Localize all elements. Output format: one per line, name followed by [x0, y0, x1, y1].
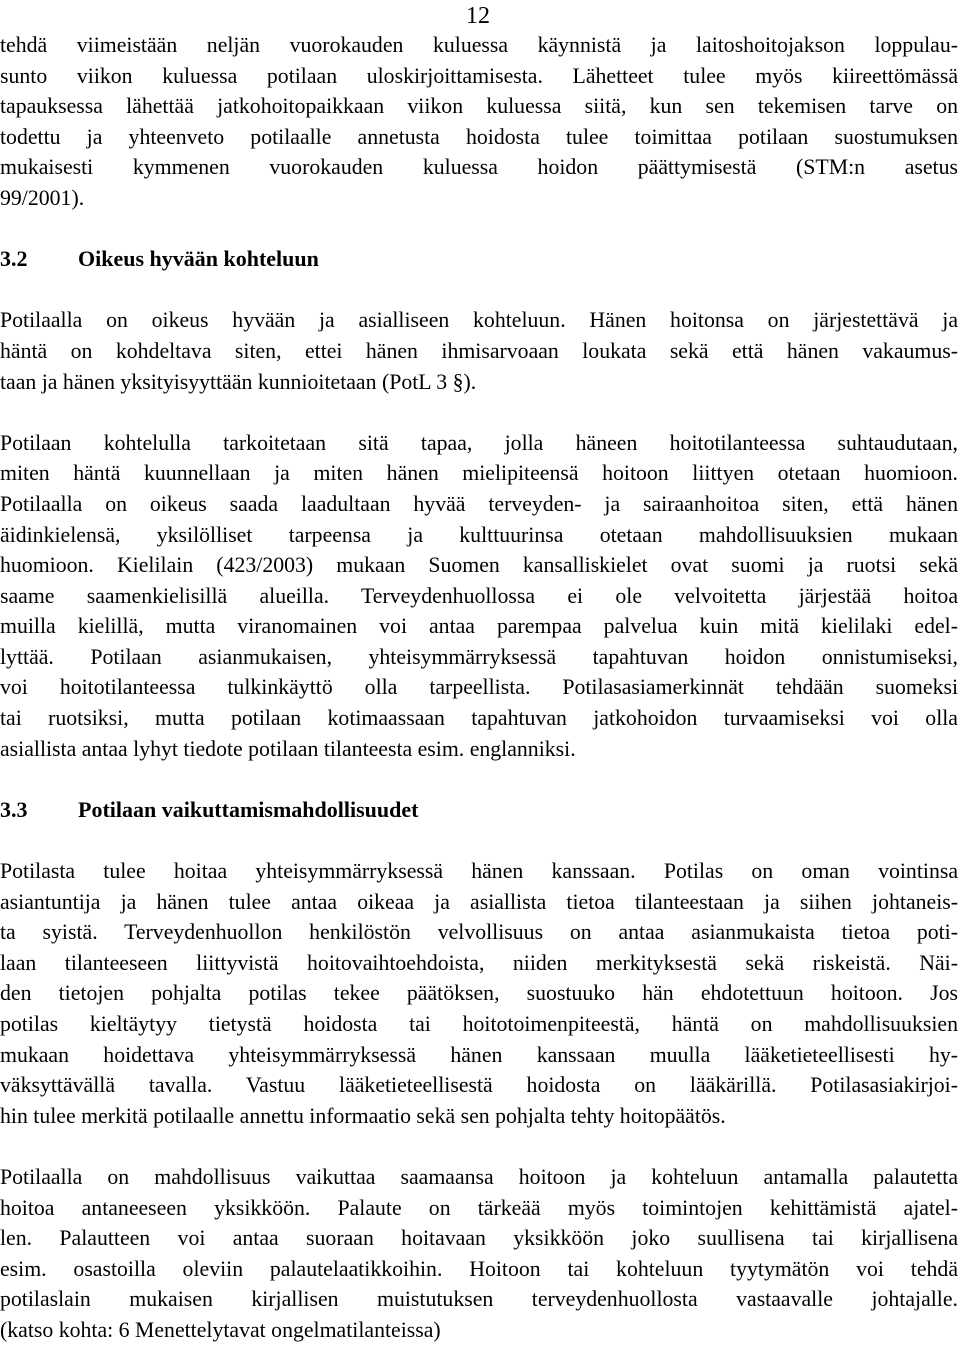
section-number: 3.2 [0, 246, 28, 272]
page-content [0, 30, 958, 1346]
text-line: tai ruotsiksi, mutta potilaan kotimaassaan tapahtuvan jatkohoidon turvaamiseksi voi olla [0, 706, 958, 731]
text-line: Potilaalla on oikeus hyvään ja asialliseen kohteluun. Hänen hoitonsa on järjestettävä ja [0, 308, 958, 333]
text-line: lyttää. Potilaan asianmukaisen, yhteisymmärryksessä tapahtuvan hoidon onnistumiseksi, [0, 644, 958, 669]
text-line: Potilaan kohtelulla tarkoitetaan sitä tapaa, jolla häneen hoitotilanteessa suhtaudutaan, [0, 430, 958, 455]
text-line: tehdä viimeistään neljän vuorokauden kuluessa käynnistä ja laitoshoitojakson loppulau- [0, 33, 958, 57]
text-line: asiantuntija ja hänen tulee antaa oikeaa ja asiallista tietoa tilanteestaan ja siihen johtaneis- [0, 889, 958, 914]
text-line: Potilaalla on oikeus saada laadultaan hyvää terveyden- ja sairaanhoitoa siten, että hänen [0, 491, 958, 516]
text-line: hoitoa antaneeseen yksikköön. Palaute on tärkeää myös toimintojen kehittämistä ajatel- [0, 1195, 958, 1220]
paragraph-treatment-language [0, 428, 958, 765]
text-line: den tietojen pohjalta potilas tekee päätöksen, suostuuko hän ehdotettuun hoitoon. Jos [0, 981, 958, 1006]
spacer [0, 275, 958, 306]
text-line: äidinkielensä, yksilölliset tarpeensa ja kulttuurinsa otetaan mahdollisuuksien mukaan [0, 522, 958, 547]
spacer [0, 214, 958, 245]
text-line: häntä on kohdeltava siten, ettei hänen ihmisarvoaan loukata sekä että hänen vakaumus- [0, 338, 958, 363]
text-line: potilaslain mukaisen kirjallisen muistutuksen terveydenhuollosta vastaavalle johtajalle. [0, 1287, 958, 1312]
text-line: 99/2001). [0, 185, 85, 210]
text-line: laan tilanteeseen liittyvistä hoitovaihtoehdoista, niiden merkityksestä sekä riskeistä. Näi- [0, 950, 958, 975]
section-title: Potilaan vaikuttamismahdollisuudet [78, 796, 419, 822]
section-title: Oikeus hyvään kohteluun [78, 246, 319, 272]
text-line: sunto viikon kuluessa potilaan uloskirjoittamisesta. Lähetteet tulee myös kiireettömässä [0, 63, 958, 88]
spacer [0, 1131, 958, 1162]
text-line: esim. osastoilla oleviin palautelaatikkoihin. Hoitoon tai kohteluun tyytymätön voi tehdä [0, 1256, 958, 1281]
text-line: muilla kielillä, mutta viranomainen voi antaa parempaa palvelua kuin mitä kielilaki edel- [0, 614, 958, 639]
text-line: todettu ja yhteenveto potilaalle annetusta hoidosta tulee toimittaa potilaan suostumuksen [0, 124, 958, 149]
section-heading-3-3 [0, 795, 958, 826]
text-line: taan ja hänen yksityisyyttään kunnioitetaan (PotL 3 §). [0, 369, 477, 394]
text-line: len. Palautteen voi antaa suoraan hoitavaan yksikköön joko suullisena tai kirjallisena [0, 1226, 958, 1251]
spacer [0, 397, 958, 428]
spacer [0, 825, 958, 856]
paragraph-referral-deadlines [0, 30, 958, 214]
text-line: huomioon. Kielilain (423/2003) mukaan Suomen kansalliskielet ovat suomi ja ruotsi sekä [0, 553, 958, 578]
text-line: hin tulee merkitä potilaalle annettu informaatio sekä sen pohjalta tehty hoitopäätös. [0, 1103, 726, 1128]
text-line: saame saamenkielisillä alueilla. Terveydenhuollossa ei ole velvoitetta järjestää hoitoa [0, 583, 958, 608]
text-line: asiallista antaa lyhyt tiedote potilaan tilanteesta esim. englanniksi. [0, 736, 576, 761]
text-line: miten häntä kuunnellaan ja miten hänen mielipiteensä hoitoon liittyen otetaan huomioon. [0, 461, 958, 486]
spacer [0, 764, 958, 795]
text-line: tapauksessa lähettää jatkohoitopaikkaan viikon kuluessa siitä, kun sen tekemisen tarve on [0, 94, 958, 119]
text-line: mukaan hoidettava yhteisymmärryksessä hänen kanssaan muulla lääketieteellisesti hy- [0, 1042, 958, 1067]
text-line: väksyttävällä tavalla. Vastuu lääketieteellisestä hoidosta on lääkärillä. Potilasasiakirjoi- [0, 1073, 958, 1098]
text-line: ta syistä. Terveydenhuollon henkilöstön velvollisuus on antaa asianmukaista tietoa poti- [0, 920, 958, 945]
paragraph-right-to-good-treatment [0, 305, 958, 397]
text-line: mukaisesti kymmenen vuorokauden kuluessa hoidon päättymisestä (STM:n asetus [0, 155, 958, 180]
paragraph-patient-consent [0, 856, 958, 1131]
section-heading-3-2 [0, 244, 958, 275]
text-line: Potilaalla on mahdollisuus vaikuttaa saamaansa hoitoon ja kohteluun antamalla palautetta [0, 1164, 958, 1189]
text-line: voi hoitotilanteessa tulkinkäyttö olla tarpeellista. Potilasasiamerkinnät tehdään suomeksi [0, 675, 958, 700]
page-number: 12 [466, 3, 490, 29]
paragraph-feedback [0, 1162, 958, 1346]
text-line: Potilasta tulee hoitaa yhteisymmärryksessä hänen kanssaan. Potilas on oman vointinsa [0, 859, 958, 884]
section-number: 3.3 [0, 796, 28, 822]
text-line: (katso kohta: 6 Menettelytavat ongelmatilanteissa) [0, 1317, 441, 1342]
text-line: potilas kieltäytyy tietystä hoidosta tai hoitotoimenpiteestä, häntä on mahdollisuuksien [0, 1012, 958, 1036]
